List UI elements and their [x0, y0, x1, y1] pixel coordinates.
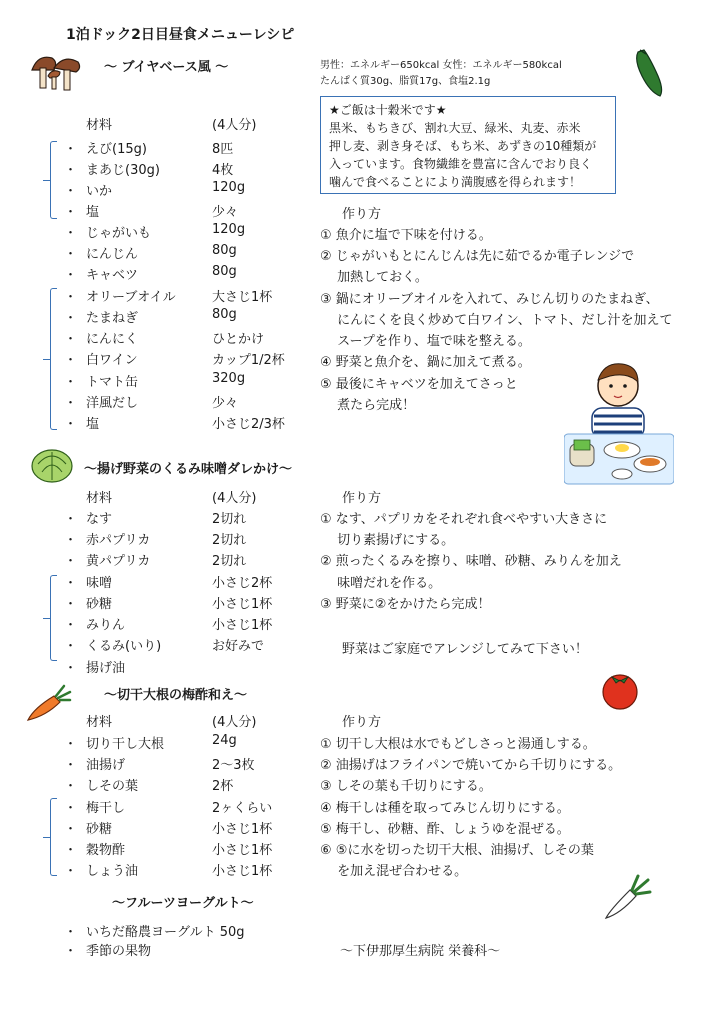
ingredient-row: ・ まあじ(30g) 4枚 — [64, 163, 234, 178]
ingredient-row: ・ みりん 小さじ1杯 — [64, 618, 273, 633]
method-step: ② 油揚げはフライパンで焼いてから千切りにする。 — [320, 758, 622, 773]
recipe3-title: ～切干大根の梅酢和え～ — [104, 688, 248, 703]
ingredient-row: ・ にんにく ひとかけ — [64, 332, 265, 347]
tomato-icon — [598, 668, 642, 710]
ingredient-row: ・ しその葉 2杯 — [64, 779, 234, 794]
method-step: ③ 野菜に②をかけたら完成！ — [320, 597, 491, 612]
footer-credit: ～下伊那厚生病院 栄養科～ — [340, 944, 501, 959]
ingredient-row: ・ 穀物酢 小さじ1杯 — [64, 843, 273, 858]
ingredient-row: ・ 梅干し 2ヶくらい — [64, 801, 273, 816]
method-step: にんにくを良く炒めて白ワイン、トマト、だし汁を加えて — [320, 313, 673, 328]
servings-header: (4人分) — [212, 715, 257, 730]
method-step: ① なす、パプリカをそれぞれ食べやすい大きさに — [320, 512, 608, 527]
ingredient-row: ・ にんじん 80g — [64, 243, 237, 262]
page-title: 1泊ドック2日目昼食メニューレシピ — [66, 27, 295, 43]
servings-header: (4人分) — [212, 118, 257, 133]
nutrition-energy: 男性：エネルギー650kcal 女性：エネルギー580kcal — [320, 60, 562, 71]
ingredient-row: ・ 揚げ油 — [64, 661, 126, 676]
ingredient-row: ・ 白ワイン カップ1/2杯 — [64, 353, 285, 368]
rice-box-line: ★ご飯は十穀米です★ — [329, 103, 447, 117]
method-step: ② じゃがいもとにんじんは先に茹でるか電子レンジで — [320, 249, 635, 264]
materials-header: 材料 — [86, 118, 113, 133]
recipe1-title: ～ ブイヤベース風 ～ — [104, 60, 229, 75]
method-step: ② 煎ったくるみを擦り、味噌、砂糖、みりんを加え — [320, 554, 622, 569]
ingredient-row: ・ いちだ酪農ヨーグルト 50g — [64, 925, 245, 940]
method-step: ③ しその葉も千切りにする。 — [320, 779, 492, 794]
boy-eating-illustration — [564, 356, 674, 486]
method-step: ④ 野菜と魚介を、鍋に加えて煮る。 — [320, 355, 531, 370]
ingredient-row: ・ キャベツ 80g — [64, 264, 237, 283]
ingredient-row: ・ しょう油 小さじ1杯 — [64, 864, 273, 879]
rice-box-line: 入っています。食物繊維を豊富に含んでおり良く — [329, 157, 593, 171]
rice-box-line: 押し麦、剥き身そば、もち米、あずきの10種類が — [329, 139, 597, 153]
ingredient-row: ・ 油揚げ 2～3枚 — [64, 758, 255, 773]
ingredient-row: ・ 砂糖 小さじ1杯 — [64, 822, 273, 837]
ingredient-row: ・ オリーブオイル 大さじ1杯 — [64, 290, 273, 305]
ingredient-row: ・ たまねぎ 80g — [64, 307, 237, 326]
materials-header: 材料 — [86, 491, 113, 506]
mushroom-icon — [28, 50, 84, 94]
method-step: スープを作り、塩で味を整える。 — [320, 334, 531, 349]
servings-header: (4人分) — [212, 491, 257, 506]
ingredient-row: ・ じゃがいも 120g — [64, 222, 246, 241]
cucumber-icon — [630, 46, 666, 100]
method-step: ④ 梅干しは種を取ってみじん切りにする。 — [320, 801, 570, 816]
ingredient-row: ・ 味噌 小さじ2杯 — [64, 576, 273, 591]
materials-header: 材料 — [86, 715, 113, 730]
method-header: 作り方 — [342, 207, 382, 222]
method-step: 切り素揚げにする。 — [320, 533, 455, 548]
method-header: 作り方 — [342, 491, 382, 506]
recipe4-title: ～フルーツヨーグルト～ — [112, 896, 254, 911]
method-step: 煮たら完成！ — [320, 398, 416, 413]
method-step: ⑥ ⑤に水を切った切干大根、油揚げ、しその葉 — [320, 843, 594, 858]
ingredient-row: ・ トマト缶 320g — [64, 371, 246, 390]
method-step: ① 魚介に塩で下味を付ける。 — [320, 228, 492, 243]
ingredient-row: ・ 赤パプリカ 2切れ — [64, 533, 247, 548]
method-step: ③ 鍋にオリーブオイルを入れて、みじん切りのたまねぎ、 — [320, 292, 659, 307]
ingredient-row: ・ 黄パプリカ 2切れ — [64, 554, 247, 569]
rice-box-line: 黒米、もちきび、割れ大豆、緑米、丸麦、赤米 — [329, 121, 581, 135]
ingredient-row: ・ 塩 少々 — [64, 205, 239, 220]
ingredient-row: ・ 塩 小さじ2/3杯 — [64, 417, 285, 432]
nutrition-macros: たんぱく質30g、脂質17g、食塩2.1g — [320, 76, 491, 87]
method-step: ⑤ 最後にキャベツを加えてさっと — [320, 377, 518, 392]
recipe2-title: ～揚げ野菜のくるみ味噌ダレかけ～ — [84, 462, 293, 477]
method-header: 作り方 — [342, 715, 382, 730]
ingredient-row: ・ 季節の果物 — [64, 944, 152, 959]
ingredient-row: ・ えび(15g) 8匹 — [64, 142, 234, 157]
ingredient-row: ・ 切り干し大根 24g — [64, 733, 237, 752]
ingredient-row: ・ くるみ(いり) お好みで — [64, 639, 265, 654]
carrot-icon — [24, 682, 74, 724]
cabbage-icon — [28, 442, 76, 486]
ingredient-row: ・ なす 2切れ — [64, 512, 247, 527]
ingredient-row: ・ いか 120g — [64, 180, 246, 199]
rice-box-line: 噛んで食べることにより満腹感を得られます！ — [329, 175, 582, 189]
daikon-radish-icon — [600, 870, 654, 924]
method-step: ① 切干し大根は水でもどしさっと湯通しする。 — [320, 737, 596, 752]
ingredient-row: ・ 洋風だし 少々 — [64, 396, 239, 411]
method-step: 加熱しておく。 — [320, 270, 428, 285]
method-step: を加え混ぜ合わせる。 — [320, 864, 468, 879]
method-step: 味噌だれを作る。 — [320, 576, 442, 591]
method-step: ⑤ 梅干し、砂糖、酢、しょうゆを混ぜる。 — [320, 822, 570, 837]
ingredient-row: ・ 砂糖 小さじ1杯 — [64, 597, 273, 612]
arrangement-note: 野菜はご家庭でアレンジしてみて下さい！ — [342, 642, 588, 657]
